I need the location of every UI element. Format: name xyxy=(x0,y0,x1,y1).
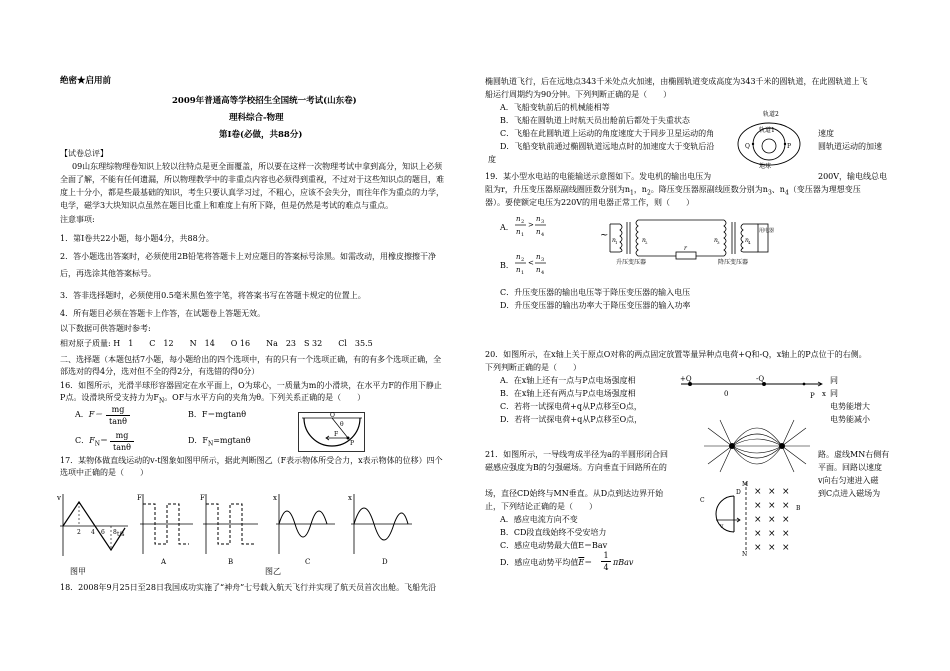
svg-text:×: × xyxy=(768,487,776,497)
semicircle-loop xyxy=(716,496,734,532)
q16-hemisphere-figure xyxy=(298,412,366,452)
label-minus-Q: -Q xyxy=(756,375,765,383)
coil-n2 xyxy=(636,220,638,256)
q17-stem: 17．某物体做直线运动的v-t图象如图甲所示，据此判断图乙（F表示物体所受合力，x表示物体的位移）四个 xyxy=(60,456,443,465)
q21-option-d-tail: πBav xyxy=(613,558,634,567)
point-P xyxy=(784,143,786,145)
q18-option-a[interactable]: A．飞船变轨前后的机械能相等 xyxy=(500,103,610,112)
q20-option-b[interactable]: B．在x轴上还有两点与P点电场强度相 xyxy=(500,389,636,398)
q19-option-a[interactable]: A． xyxy=(500,223,514,232)
label-n1-sub: 1 xyxy=(615,240,618,245)
relation: > xyxy=(528,221,534,229)
subject-title: 理科综合-物理 xyxy=(229,113,284,123)
svg-text:×: × xyxy=(782,515,790,525)
note-item: 2．答小题选出答案时，必须使用2B铅笔将答题卡上对应题目的答案标号涂黑。如需改动，用橡皮擦擦干净 xyxy=(60,252,437,261)
q20-option-a-tail: 同 xyxy=(830,376,838,385)
q21-semicircle-field-figure xyxy=(696,480,814,556)
ac-source-icon: ~ xyxy=(600,230,609,241)
svg-text:×: × xyxy=(782,487,790,497)
axis-F-label: F xyxy=(137,494,142,502)
q20-option-c[interactable]: C．若将一试探电荷+q从P点移至O点， xyxy=(500,402,642,411)
frac-num-sub: 2 xyxy=(521,219,525,225)
q20-option-b-tail: 同 xyxy=(830,389,838,398)
q18-option-b[interactable]: B．飞船在圆轨道上时航天员出舱前后都处于失重状态 xyxy=(500,116,690,125)
point-P xyxy=(803,383,806,386)
q16-option-a-numerator: mg xyxy=(111,405,125,414)
frac-den-sub: 1 xyxy=(521,232,525,238)
label-C: C xyxy=(700,497,705,504)
coil-n1 xyxy=(620,224,622,252)
q21-stem-tail: 路。虚线MN右侧有 xyxy=(818,450,890,459)
q19-option-b[interactable]: B． xyxy=(500,261,514,270)
q18-option-d-wrap: 度 xyxy=(488,155,496,164)
frac-den: n xyxy=(516,266,521,274)
q18-stem: 18．2008年9月25日至28日我国成功实施了“神舟”七号载入航天飞行并实现了航天员首次出舱。飞船先沿 xyxy=(60,583,437,592)
label-P: P xyxy=(810,392,815,400)
note-item: 4．所有题目必须在答题卡上作答，在试题卷上答题无效。 xyxy=(60,309,266,318)
q20-stem: 20．如图所示，在x轴上关于原点O对称的两点固定放置等量异种点电荷+Q和-Q，x轴上的P点位于的右侧。 xyxy=(485,350,867,359)
secret-label: 绝密★启用前 xyxy=(60,76,112,86)
q20-field-lines-figure xyxy=(702,416,812,476)
svg-text:×: × xyxy=(782,529,790,539)
label-M: M xyxy=(742,481,749,488)
q17-graph-c xyxy=(273,492,337,566)
q21-option-d-numerator: 1 xyxy=(603,551,609,560)
frac-num: n xyxy=(516,215,521,223)
label-x: x xyxy=(822,390,826,398)
label-orbit-1: 轨道1 xyxy=(759,127,775,134)
point-Q xyxy=(752,143,754,145)
frac-num: n xyxy=(536,215,541,223)
q17-vt-graph xyxy=(55,492,130,562)
label-P: P xyxy=(787,143,792,150)
frac-den-sub: 1 xyxy=(521,270,525,276)
svg-text:×: × xyxy=(754,543,762,553)
label-n3: n xyxy=(714,237,718,244)
frac-den-sub: 4 xyxy=(541,270,545,276)
frac-num: n xyxy=(536,253,541,261)
svg-text:×: × xyxy=(768,543,776,553)
q16-stem: P点。设滑块所受支持力为$F_N$。OF与水平方向的夹角为θ。下列关系正确的是（ ） xyxy=(60,393,366,405)
q20-option-d[interactable]: D．若将一试探电荷+q从P点移至O点， xyxy=(500,415,643,424)
frac-den: n xyxy=(516,228,521,236)
svg-text:×: × xyxy=(768,501,776,511)
label-orbit-2: 轨道2 xyxy=(763,111,779,118)
frac-den-sub: 4 xyxy=(541,232,545,238)
field-lines xyxy=(704,420,810,472)
option-label: C xyxy=(305,558,311,566)
axis-F-label: F xyxy=(200,494,205,502)
q18-stem: 船运行周期约为90分钟。下列判断正确的是（ ） xyxy=(485,90,672,99)
svg-text:×: × xyxy=(768,529,776,539)
frac-den: n xyxy=(536,228,541,236)
note-item: 以下数据可供答题时参考: xyxy=(60,324,151,333)
earth xyxy=(762,139,776,153)
q19-option-a-formula xyxy=(514,212,554,240)
q17-graph-a xyxy=(137,492,195,566)
svg-text:×: × xyxy=(754,487,762,497)
q21-option-d[interactable]: D．感应电动势平均值$\overline{E}=$ xyxy=(500,558,593,567)
axis-t-label: t/s xyxy=(117,531,125,538)
tick: 4 xyxy=(91,529,95,536)
exam-title: 2009年普通高等学校招生全国统一考试(山东卷) xyxy=(172,96,357,106)
caption-fig-b: 图乙 xyxy=(265,567,281,576)
q16-stem: 16．如图所示，光滑半球形容器固定在水平面上，O为球心，一质量为m的小滑块，在水平力F的作用下静止 xyxy=(60,381,442,390)
q20-option-d-tail: 电势能减小 xyxy=(830,415,870,424)
review-line: 全面了解，不能有任何遗漏，所以物理教学中的非重点内容也必须得到重视，不过对于这些知识点的题目，难 xyxy=(60,175,444,184)
q20-stem: 下列判断正确的是（ ） xyxy=(485,363,581,372)
label-step-up: 升压变压器 xyxy=(616,259,647,266)
coil-n3 xyxy=(724,220,726,256)
q20-option-c-tail: 电势能增大 xyxy=(830,402,870,411)
coil-n4 xyxy=(741,224,743,252)
label-F: F xyxy=(334,431,339,438)
svg-text:×: × xyxy=(782,501,790,511)
review-line: 09山东理综物理卷知识上较以往特点是更全面覆盖，所以要在这样一次物理考试中拿到高分，知识上必须 xyxy=(72,162,443,171)
label-earth: 地球 xyxy=(759,163,772,170)
label-n1: n xyxy=(612,237,616,244)
frac-num-sub: 3 xyxy=(541,257,545,263)
q19-option-d[interactable]: D．升压变压器的输出功率大于降压变压器的输入功率 xyxy=(500,301,691,310)
q21-stem-tail: v向右匀速进入磁 xyxy=(818,476,879,485)
q18-option-c-tail: 速度 xyxy=(818,129,834,138)
q19-stem: 器）。要使额定电压为220V的用电器正常工作，则（ ） xyxy=(485,198,695,207)
q21-option-d-denominator: 4 xyxy=(603,563,609,572)
q16-option-c-denominator: tanθ xyxy=(113,443,131,452)
q21-stem-tail: 到C点进入磁场为 xyxy=(818,489,881,498)
label-origin: 0 xyxy=(724,390,729,398)
option-label: A xyxy=(161,558,167,566)
svg-text:×: × xyxy=(782,543,790,553)
q18-option-d-tail: 圆轨道运动的加速 xyxy=(818,142,882,151)
q21-stem: 21．如图所示，一导线弯成半径为a的半圆形闭合回 xyxy=(485,450,668,459)
caption-fig-a: 图甲 xyxy=(70,567,86,576)
axis-x-label: x xyxy=(348,494,352,502)
label-O: O xyxy=(330,412,335,419)
q16-option-d[interactable]: D．$F_N=mgtan\theta$ xyxy=(188,436,251,448)
q21-stem-tail: 平面。回路以速度 xyxy=(818,463,882,472)
q21-stem: 场，直径CD始终与MN垂直。从D点到达边界开始 xyxy=(485,489,664,498)
label-plus-Q: +Q xyxy=(680,375,692,383)
label-n4: n xyxy=(745,237,749,244)
label-B: B xyxy=(796,505,801,512)
q21-option-c[interactable]: C．感应电动势最大值E＝Bav xyxy=(500,541,608,550)
q21-stem: 止，下列结论正确的是（ ） xyxy=(485,502,597,511)
q21-stem: 磁感应强度为B的匀强磁场。方向垂直于回路所在的 xyxy=(485,463,667,472)
q19-stem: 阻为r，升压变压器原副线圈匝数分别为$n_1$，$n_2$。降压变压器原副线匝数分别为$n_3$、$n_4$（变压器为理想变压 xyxy=(485,185,861,197)
svg-text:×: × xyxy=(754,529,762,539)
label-load: 用电器 xyxy=(759,228,775,234)
label-v: v xyxy=(720,523,724,530)
q19-stem: 19．某小型水电站的电能输送示意图如下。发电机的输出电压为 xyxy=(485,172,712,181)
q17-graph-b xyxy=(200,492,260,566)
q18-option-d[interactable]: D．飞船变轨前通过椭圆轨道远地点时的加速度大于变轨后沿 xyxy=(500,142,715,151)
q19-stem-tail: 200V，输电线总电 xyxy=(818,172,888,181)
q20-option-a[interactable]: A．在x轴上还有一点与P点电场强度相 xyxy=(500,376,636,385)
section1-title: 第Ⅰ卷(必做，共88分) xyxy=(219,130,303,140)
q16-option-a[interactable]: A．F＝ xyxy=(75,410,103,419)
tick: 6 xyxy=(101,529,105,536)
svg-text:×: × xyxy=(754,515,762,525)
label-Q: Q xyxy=(745,143,750,150)
q17-graph-d xyxy=(348,492,414,566)
label-n4-sub: 4 xyxy=(748,240,751,245)
label-n3-sub: 3 xyxy=(717,240,720,245)
relation: < xyxy=(528,259,534,267)
review-line: 电学，磁学3大块知识点虽然在题目比重上和难度上有所下降，但是仍然是考试的难点与重点。 xyxy=(60,201,394,210)
label-step-down: 降压变压器 xyxy=(718,259,749,266)
frac-den: n xyxy=(536,266,541,274)
q19-option-b-formula xyxy=(514,250,554,278)
review-line: 度上十分小，都是些最基础的知识，考生只要认真学习过，不粗心，应该不会失分，而往年作为重点的力学， xyxy=(60,188,444,197)
axis-x-label: x xyxy=(273,494,277,502)
q18-option-c[interactable]: C．飞船在此圆轨道上运动的角度速度大于同步卫星运动的角 xyxy=(500,129,715,138)
label-N: N xyxy=(742,551,748,558)
q21-option-b[interactable]: B．CD段直线始终不受安培力 xyxy=(500,528,607,537)
svg-text:×: × xyxy=(768,515,776,525)
label-n2: n xyxy=(642,237,646,244)
note-item: 3．答非选择题时，必须使用0.5毫米黑色签字笔，将答案书写在答题卡规定的位置上。 xyxy=(60,291,366,300)
label-n2-sub: 2 xyxy=(645,240,648,245)
note-item: 1．第Ⅰ卷共22小题，每小题4分，共88分。 xyxy=(60,234,214,243)
tick: 8 xyxy=(113,529,117,536)
q16-option-b[interactable]: B．F＝mgtanθ xyxy=(188,410,247,419)
frac-num-sub: 3 xyxy=(541,219,545,225)
q20-charge-axis-figure xyxy=(676,372,826,402)
resistor-r xyxy=(676,252,696,259)
q21-option-a[interactable]: A．感应电流方向不变 xyxy=(500,515,578,524)
label-D: D xyxy=(736,489,741,496)
q17-stem: 选项中正确的是（ ） xyxy=(60,468,148,477)
note-item: 相对原子质量: H 1 C 12 N 14 O 16 Na 23 S 32 Cl 35.5 xyxy=(60,339,373,348)
q19-option-c[interactable]: C．升压变压器的输出电压等于降压变压器的输入电压 xyxy=(500,288,691,297)
q19-transmission-circuit xyxy=(598,210,813,266)
option-label: D xyxy=(382,558,388,566)
q18-stem: 椭圆轨道飞行，后在远地点343千米处点火加速，由椭圆轨道变成高度为343千米的圆轨道，在此圆轨道上飞 xyxy=(485,77,868,86)
notes-heading: 注意事项: xyxy=(60,215,95,224)
svg-text:×: × xyxy=(754,501,762,511)
label-theta: θ xyxy=(340,421,344,428)
q16-option-c-numerator: mg xyxy=(115,431,129,440)
tick: 2 xyxy=(77,529,81,536)
field-crosses xyxy=(754,487,790,553)
note-item: 后，再选涂其他答案标号。 xyxy=(60,269,156,278)
q16-option-a-denominator: tanθ xyxy=(109,417,127,426)
section2-line: 部选对的得4分，选对但不全的得2分，有选错的得0分） xyxy=(60,367,260,376)
option-label: B xyxy=(228,558,234,566)
q16-option-c[interactable]: C．$F_N=$ xyxy=(75,436,108,448)
q18-orbit-figure xyxy=(733,108,803,170)
frac-num-sub: 2 xyxy=(521,257,525,263)
label-P: P xyxy=(350,440,355,447)
axis-v-label: v xyxy=(57,494,61,502)
section2-line: 二、选择题（本题包括7小题，每小题给出的四个选项中，有的只有一个选项正确，有的有多个选项正确，全 xyxy=(60,355,442,364)
review-heading: 【试卷总评】 xyxy=(60,149,108,158)
label-r: r xyxy=(684,245,687,252)
frac-num: n xyxy=(516,253,521,261)
